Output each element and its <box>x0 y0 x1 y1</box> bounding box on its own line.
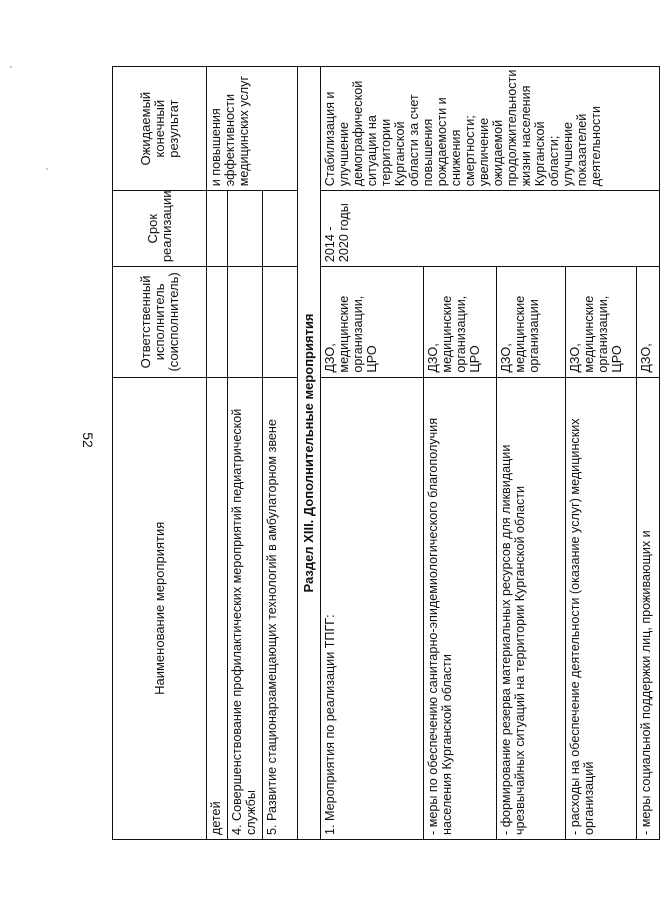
row-responsible: ДЗО, медицинские организации <box>497 267 566 377</box>
section-title: Раздел XIII. Дополнительные мероприятия <box>298 67 321 840</box>
rotated-table-container <box>112 66 653 840</box>
scan-speck <box>46 168 48 170</box>
row-name: 1. Мероприятия по реализации ТПГГ: <box>321 377 424 839</box>
section-row <box>298 67 321 840</box>
header-result: Ожидаемый конечный результат <box>113 67 207 191</box>
header-responsible: Ответственный исполнитель (соисполнитель) <box>113 267 207 377</box>
row-name: детей <box>207 377 228 839</box>
row-responsible: ДЗО, <box>637 267 660 377</box>
row-term <box>263 191 298 267</box>
row-name: - расходы на обеспечение деятельности (оказание услуг) медицинских организаций <box>566 377 637 839</box>
row-name: - меры социальной поддержки лиц, проживающих и <box>637 377 660 839</box>
header-term: Срок реализации <box>113 191 207 267</box>
row-name: 5. Развитие стационарзамещающих технологий в амбулаторном звене <box>263 377 298 839</box>
scan-speck <box>10 66 12 68</box>
row-term <box>207 191 228 267</box>
row-result: Стабилизация и улучшение демографической ситуации на территории Курганской области за счет повышения рождаемости и снижения смертности; увеличение ожидаемой продолжительности жизни населения Курганской области; улучшение показателей деятельности <box>321 67 660 191</box>
row-name: - меры по обеспечению санитарно-эпидемиологического благополучия населения Курганской области <box>424 377 497 839</box>
row-responsible <box>263 267 298 377</box>
row-responsible <box>228 267 263 377</box>
table-header-row <box>113 67 207 840</box>
table-row <box>321 67 424 840</box>
page-number: 52 <box>80 432 96 448</box>
row-term: 2014 - 2020 годы <box>321 191 660 267</box>
table-row <box>207 67 228 840</box>
row-term <box>228 191 263 267</box>
activities-table <box>112 66 660 840</box>
row-responsible: ДЗО, медицинские организации, ЦРО <box>566 267 637 377</box>
row-name: 4. Совершенствование профилактических мероприятий педиатрической службы <box>228 377 263 839</box>
row-name: - формирование резерва материальных ресурсов для ликвидации чрезвычайных ситуаций на территории Курганской области <box>497 377 566 839</box>
row-responsible <box>207 267 228 377</box>
header-name: Наименование мероприятия <box>113 377 207 839</box>
row-result: и повышения эффективности медицинских услуг <box>207 67 298 191</box>
row-responsible: ДЗО, медицинские организации, ЦРО <box>321 267 424 377</box>
row-responsible: ДЗО, медицинские организации, ЦРО <box>424 267 497 377</box>
